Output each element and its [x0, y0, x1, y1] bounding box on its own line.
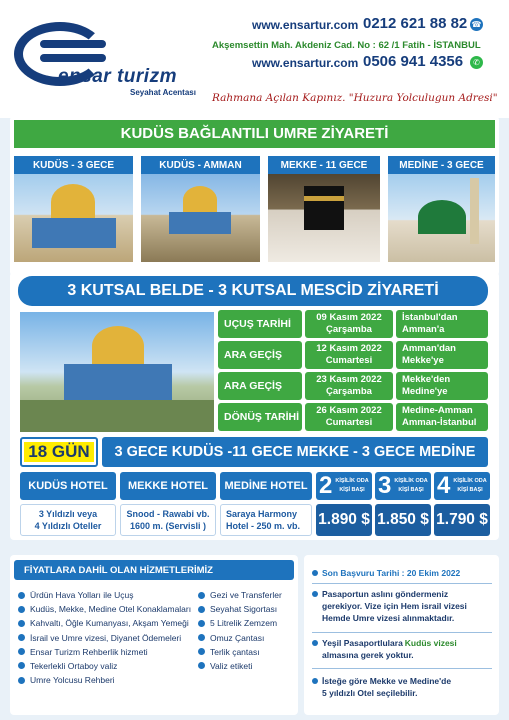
hotel-detail-text: 1600 m. (Servisli ) [129, 521, 207, 531]
note-text: almasına gerek yoktur. [322, 650, 414, 660]
route-text: Medine'ye [402, 386, 448, 397]
services-list-1 [18, 590, 198, 689]
note-text: Hemde Umre vizesi alınmaktadır. [322, 613, 455, 623]
deadline [312, 567, 460, 579]
note-text: Pasaportun aslını göndermeniz [322, 589, 449, 599]
note-text: Yeşil Pasaportlulara [322, 638, 403, 648]
photo-mekke [268, 156, 380, 262]
schedule-label: DÖNÜŞ TARİHİ [218, 403, 302, 431]
service-text: Kudüs, Mekke, Medine Otel Konaklamaları [30, 604, 192, 615]
service-text: Omuz Çantası [210, 632, 265, 643]
photo-amman [141, 156, 260, 262]
route-text: Amman-İstanbul [402, 417, 477, 428]
service-text: Terlik çantası [210, 646, 260, 657]
service-item [18, 604, 198, 614]
schedule-route [396, 341, 488, 369]
room-label: KİŞİ BAŞI [398, 487, 424, 493]
services-title: FİYATLARA DAHİL OLAN HİZMETLERİMİZ [14, 560, 294, 580]
service-text: Valiz etiketi [210, 660, 253, 671]
day-text: Çarşamba [326, 324, 372, 335]
duration-days-text: 18 GÜN [24, 442, 93, 462]
check-icon [198, 592, 205, 599]
route-text: Mekke'den [402, 374, 451, 385]
service-item [198, 633, 294, 643]
room-label: KİŞİLİK ODA [453, 478, 487, 484]
check-icon [198, 620, 205, 627]
service-item [198, 604, 294, 614]
service-item [198, 661, 294, 671]
check-icon [198, 606, 205, 613]
schedule-route [396, 372, 488, 400]
duration-summary: 3 GECE KUDÜS -11 GECE MEKKE - 3 GECE MEDİNE [102, 437, 488, 467]
bullet-icon [312, 678, 318, 684]
service-text: Tekerlekli Ortaboy valiz [30, 660, 118, 671]
note-passport [312, 588, 467, 624]
hotel-detail-text: Snood - Rawabi vb. [126, 509, 210, 519]
logo-bar-top [40, 40, 106, 48]
note-green-passport [312, 637, 457, 661]
divider [312, 583, 492, 584]
service-text: Seyahat Sigortası [210, 604, 278, 615]
service-text: Umre Yolcusu Rehberi [30, 675, 115, 686]
room-label: KİŞİ BAŞI [457, 487, 483, 493]
service-item [18, 618, 198, 628]
bullet-icon [312, 570, 318, 576]
service-item [18, 590, 198, 600]
whatsapp-icon: ✆ [470, 56, 483, 69]
services-list-2 [198, 590, 294, 675]
service-item [18, 647, 198, 657]
website-link-top[interactable]: www.ensartur.com [252, 18, 359, 32]
day-text: Cumartesi [325, 355, 373, 366]
room-type-2 [316, 472, 372, 500]
phone-landline[interactable]: 0212 621 88 82 [363, 15, 468, 32]
route-text: Medine-Amman [402, 405, 473, 416]
service-text: Ensar Turizm Rehberlik hizmeti [30, 646, 148, 657]
room-type-3 [375, 472, 431, 500]
photo-label: KUDÜS - 3 GECE [14, 156, 133, 174]
check-icon [18, 634, 25, 641]
schedule-label: ARA GEÇİŞ [218, 372, 302, 400]
hotel-detail-text: 3 Yıldızlı veya [38, 509, 98, 519]
hotel-detail-mekke [120, 504, 216, 536]
brand-name: ensar turizm [58, 66, 177, 87]
room-label: KİŞİ BAŞI [339, 487, 365, 493]
hotel-title-medine: MEDİNE HOTEL [220, 472, 312, 500]
note-highlight: Kudüs vizesi [404, 638, 457, 648]
room-occupancy: 4 [437, 472, 451, 499]
photo-medine [388, 156, 495, 262]
service-item [198, 618, 294, 628]
service-item [18, 675, 198, 685]
address: Akşemsettin Mah. Akdeniz Cad. No : 62 /1 Fatih - İSTANBUL [212, 40, 481, 51]
photo-label: KUDÜS - AMMAN [141, 156, 260, 174]
service-text: Ürdün Hava Yolları ile Uçuş [30, 590, 134, 600]
hotel-detail-text: Hotel - 250 m. vb. [226, 521, 301, 531]
price-2: 1.890 $ [316, 504, 372, 536]
check-icon [18, 620, 25, 627]
schedule-route [396, 310, 488, 338]
schedule-route [396, 403, 488, 431]
route-text: Mekke'ye [402, 355, 444, 366]
hotel-title-mekke: MEKKE HOTEL [120, 472, 216, 500]
bullet-icon [312, 640, 318, 646]
banner1-title: KUDÜS BAĞLANTILI UMRE ZİYARETİ [14, 120, 495, 148]
schedule-label: ARA GEÇİŞ [218, 341, 302, 369]
deadline-text: Son Başvuru Tarihi : 20 Ekim 2022 [322, 568, 461, 578]
service-item [18, 633, 198, 643]
note-hotel-option [312, 675, 451, 699]
duration-days [20, 437, 98, 467]
room-type-4 [434, 472, 490, 500]
note-text: İsteğe göre Mekke ve Medine'de [322, 676, 452, 686]
check-icon [18, 677, 25, 684]
day-text: Çarşamba [326, 386, 372, 397]
hotel-detail-kudus [20, 504, 116, 536]
note-text: 5 yıldızlı Otel seçilebilir. [322, 688, 418, 698]
service-text: 5 Litrelik Zemzem [210, 618, 278, 629]
photo-label: MEDİNE - 3 GECE [388, 156, 495, 174]
route-text: Amman'dan [402, 343, 456, 354]
photo-kudus [14, 156, 133, 262]
service-text: Kahvaltı, Öğle Kumanyası, Akşam Yemeği [30, 618, 189, 629]
date-text: 23 Kasım 2022 [316, 374, 382, 385]
phone-mobile[interactable]: 0506 941 4356 [363, 53, 464, 70]
hotel-detail-text: 4 Yıldızlı Oteller [34, 521, 102, 531]
schedule-label: UÇUŞ TARİHİ [218, 310, 302, 338]
check-icon [18, 648, 25, 655]
service-item [198, 590, 294, 600]
website-link-bottom[interactable]: www.ensartur.com [252, 56, 359, 70]
route-text: Amman'a [402, 324, 445, 335]
check-icon [18, 662, 25, 669]
date-text: 12 Kasım 2022 [316, 343, 382, 354]
phone-icon: ☎ [471, 20, 482, 29]
room-occupancy: 3 [378, 472, 392, 499]
check-icon [198, 662, 205, 669]
route-text: İstanbul'dan [402, 312, 458, 323]
slogan: Rahmana Açılan Kapınız. "Huzura Yolculugun Adresi" [212, 92, 498, 104]
price-4: 1.790 $ [434, 504, 490, 536]
bullet-icon [312, 591, 318, 597]
check-icon [198, 634, 205, 641]
divider [312, 668, 492, 669]
check-icon [18, 606, 25, 613]
schedule-date [305, 341, 393, 369]
date-text: 09 Kasım 2022 [316, 312, 382, 323]
schedule-date [305, 403, 393, 431]
photo-label: MEKKE - 11 GECE [268, 156, 380, 174]
hotel-detail-medine [220, 504, 312, 536]
hotel-title-kudus: KUDÜS HOTEL [20, 472, 116, 500]
banner2-title: 3 KUTSAL BELDE - 3 KUTSAL MESCİD ZİYARETİ [18, 276, 488, 306]
check-icon [198, 648, 205, 655]
service-text: Gezi ve Transferler [210, 590, 282, 600]
service-item [198, 647, 294, 657]
photo-dome-of-the-rock [20, 312, 214, 432]
day-text: Cumartesi [325, 417, 373, 428]
room-label: KİŞİLİK ODA [394, 478, 428, 484]
logo-bar-bottom [40, 54, 106, 62]
hotel-detail-text: Saraya Harmony [226, 509, 298, 519]
date-text: 26 Kasım 2022 [316, 405, 382, 416]
brand-subtitle: Seyahat Acentası [130, 88, 196, 97]
note-text: gerekiyor. Vize için Hem israil vizesi [322, 601, 467, 611]
service-item [18, 661, 198, 671]
schedule-date [305, 372, 393, 400]
room-occupancy: 2 [319, 472, 333, 499]
service-text: İsrail ve Umre vizesi, Diyanet Ödemeleri [30, 632, 182, 643]
price-3: 1.850 $ [375, 504, 431, 536]
divider [312, 632, 492, 633]
check-icon [18, 592, 25, 599]
schedule-date [305, 310, 393, 338]
room-label: KİŞİLİK ODA [335, 478, 369, 484]
